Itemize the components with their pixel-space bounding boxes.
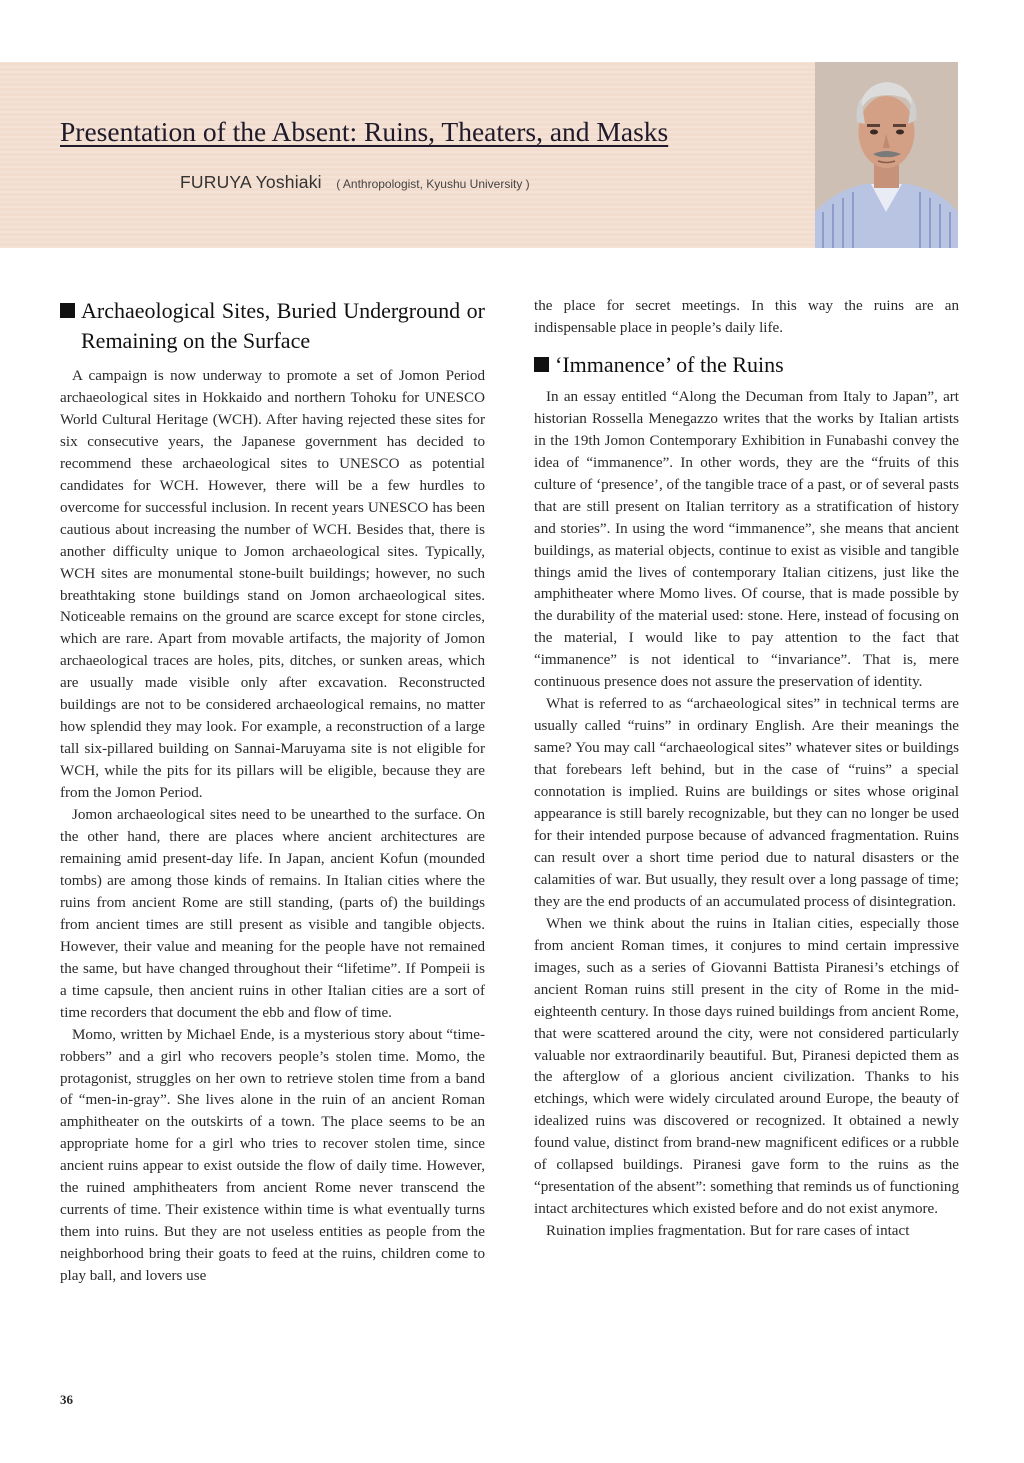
body-paragraph: When we think about the ruins in Italian cities, especially those from ancient Roman times, it conjures to mind certain impressive images, such as a series of Giovanni Battista Piranesi’s etchings of ancient Roman ruins still present in the city of Rome in the mid-eighteenth century. In those days ruined buildings from ancient Rome, that were scattered around the city, were not considered particularly valuable nor extraordinarily beautiful. But, Piranesi depicted them as the afterglow of a glorious ancient civilization. Thanks to his etchings, which were widely circulated around Europe, the beauty of idealized ruins was discovered or recognized. It obtained a newly found value, distinct from brand-new magnificent edifices or a rubble of collapsed buildings. Piranesi gave form to the ruins as the “presentation of the absent”: something that reminds us of functioning intact architectures which existed before and do not exist anymore. <box>534 915 959 1218</box>
body-paragraph: A campaign is now underway to promote a set of Jomon Period archaeological sites in Hokkaido and northern Tohoku for UNESCO World Cultural Heritage (WCH). After having rejected these sites for six consecutive years, the Japanese government has decided to recommend these archaeological sites to UNESCO as potential candidates for WCH. However, there will be a few hurdles to overcome for successful inclusion. In recent years UNESCO has been cautious about increasing the number of WCH. Besides that, there is another difficulty unique to Jomon archaeological sites. Typically, WCH sites are monumental stone-built buildings; however, no such breathtaking stone buildings stand on Jomon archaeological sites. Noticeable remains on the ground are scarce except for stone circles, which are rare. Apart from movable artifacts, the majority of Jomon archaeological traces are holes, pits, ditches, or sunken areas, which are usually made visible only after excavation. Reconstructed buildings are not to be considered archaeological remains, no matter how splendid they may look. For example, a reconstruction of a large tall six-pillared building on Sannai-Maruyama site is not eligible for WCH, while the pits for its pillars will be eligible, because they are from the Jomon Period. <box>60 368 485 802</box>
heading-square-icon <box>534 357 549 372</box>
heading-square-icon <box>60 303 75 318</box>
author-name: FURUYA Yoshiaki <box>180 172 322 192</box>
right-column <box>534 296 959 1243</box>
author-line <box>180 172 530 193</box>
left-column <box>60 296 485 1288</box>
section-heading-text: ‘Immanence’ of the Ruins <box>555 351 784 377</box>
section-heading-text: Archaeological Sites, Buried Underground or Remaining on the Surface <box>81 298 485 353</box>
section-heading-archaeological-sites <box>60 296 485 356</box>
author-affiliation: ( Anthropologist, Kyushu University ) <box>336 177 530 191</box>
body-paragraph: Jomon archaeological sites need to be unearthed to the surface. On the other hand, there are places where ancient architectures are remaining amid present-day life. In Japan, ancient Kofun (mounded tombs) are among those kinds of remains. In Italian cities where the ruins from ancient Rome are still standing, (parts of) the buildings from ancient times are still present as visible and tangible objects. However, their value and meaning for the people have not remained the same, but have changed throughout their “lifetime”. If Pompeii is a time capsule, then ancient ruins in other Italian cities are a sort of time recorders that document the ebb and flow of time. <box>60 807 485 1021</box>
article-title: Presentation of the Absent: Ruins, Theaters, and Masks <box>60 116 669 147</box>
body-paragraph: Momo, written by Michael Ende, is a mysterious story about “time-robbers” and a girl who recovers people’s stolen time. Momo, the protagonist, struggles on her own to retrieve stolen time from a band of “men-in-gray”. She lives alone in the ruin of an ancient Roman amphitheater on the outskirts of a town. The place seems to be an appropriate home for a girl who tries to recover stolen time, since ancient ruins appear to exist outside the flow of daily time. However, the ruined amphitheaters from ancient Rome never transcend the currents of time. Their existence within time is what eventually turns them into ruins. But they are not useless entities as people from the neighborhood bring their goats to feed at the ruins, children come to play ball, and lovers use <box>60 1026 485 1285</box>
page-number: 36 <box>60 1392 73 1407</box>
section-heading-immanence <box>534 350 959 380</box>
author-portrait <box>815 62 958 248</box>
body-paragraph-continuation: the place for secret meetings. In this way the ruins are an indispensable place in people’s daily life. <box>534 298 959 336</box>
body-paragraph: What is referred to as “archaeological sites” in technical terms are usually called “ruins” in ordinary English. Are their meanings the same? You may call “archaeological sites” whatever sites or buildings that forebears left behind, but in the case of “ruins” a special connotation is implied. Ruins are buildings or sites whose original appearance is still barely recognizable, but they can no longer be used for their intended purpose because of advanced fragmentation. Ruins can result over a short time period due to natural disasters or the calamities of war. But usually, they result over a long passage of time; they are the end products of an accumulated process of disintegration. <box>534 696 959 910</box>
body-paragraph: In an essay entitled “Along the Decuman from Italy to Japan”, art historian Rossella Menegazzo writes that the works by Italian artists in the 19th Jomon Contemporary Exhibition in Funabashi convey the idea of “immanence”. In other words, they are the “fruits of this culture of ‘presence’, of the tangible trace of a past, or of several pasts that are still present on Italian territory as a stratification of history and stories”. In using the word “immanence”, she means that ancient buildings, as material objects, continue to exist as visible and tangible things amid the lives of contemporary Italian citizens, just like the amphitheater where Momo lives. Of course, that is made possible by the durability of the material used: stone. Here, instead of focusing on the material, I would like to pay attention to the fact that “immanence” is not identical to “invariance”. That is, mere continuous presence does not assure the preservation of identity. <box>534 388 959 691</box>
body-paragraph: Ruination implies fragmentation. But for rare cases of intact <box>546 1223 910 1240</box>
